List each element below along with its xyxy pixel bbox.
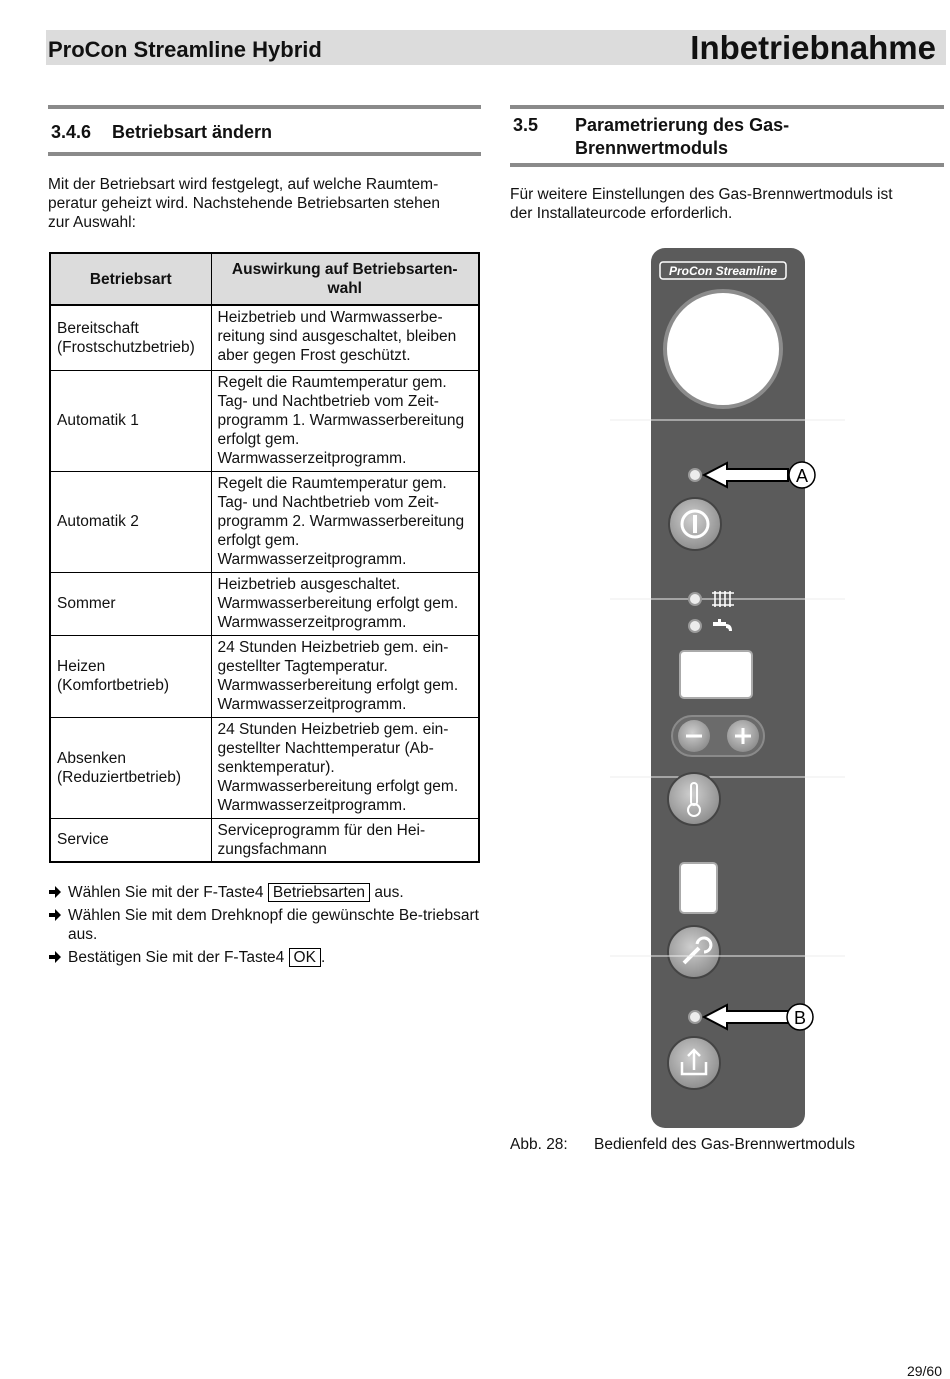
section-title-line2: Brennwertmoduls bbox=[575, 138, 729, 158]
service-button bbox=[668, 926, 720, 978]
section-title-line1: Parametrierung des Gas- bbox=[575, 115, 790, 135]
operating-mode-table bbox=[49, 252, 480, 863]
section-346-heading bbox=[48, 105, 481, 156]
section-346-intro bbox=[48, 175, 483, 232]
mode-cell: Automatik 1 bbox=[50, 370, 211, 471]
mode-cell: Service bbox=[50, 818, 211, 862]
section-35-intro bbox=[510, 185, 946, 223]
mode-cell: Heizen (Komfortbetrieb) bbox=[50, 635, 211, 717]
minus-button bbox=[678, 720, 710, 752]
right-arrow-icon bbox=[48, 906, 62, 925]
effect-cell: 24 Stunden Heizbetrieb gem. ein-gestellter Nachttemperatur (Ab-senktemperatur). Warmwasserbereitung erfolgt gem. Warmwasserzeitprogramm. bbox=[211, 717, 479, 818]
right-arrow-icon bbox=[48, 883, 62, 902]
betriebsarten-key: Betriebsarten bbox=[268, 883, 370, 902]
step-text: Wählen Sie mit der F-Taste4 bbox=[68, 884, 268, 901]
table-row bbox=[50, 818, 479, 862]
intro-line: zur Auswahl: bbox=[48, 214, 136, 231]
control-panel-figure bbox=[600, 244, 845, 1132]
intro-line: peratur geheizt wird. Nachstehende Betriebsarten stehen bbox=[48, 195, 441, 212]
ok-key: OK bbox=[289, 948, 321, 967]
callout-b-label: B bbox=[793, 1008, 807, 1028]
step-item bbox=[48, 906, 483, 944]
intro-line: Für weitere Einstellungen des Gas-Brennwertmoduls ist bbox=[510, 186, 893, 203]
effect-cell: Heizbetrieb und Warmwasserbe-reitung sind ausgeschaltet, bleiben aber gegen Frost geschützt. bbox=[211, 305, 479, 370]
product-title: ProCon Streamline Hybrid bbox=[48, 37, 322, 62]
intro-line: Mit der Betriebsart wird festgelegt, auf welche Raumtem- bbox=[48, 176, 439, 193]
table-row bbox=[50, 305, 479, 370]
led-heating bbox=[689, 593, 701, 605]
step-text: . bbox=[320, 949, 326, 966]
mode-cell: Sommer bbox=[50, 572, 211, 635]
mode-cell: Bereitschaft (Frostschutzbetrieb) bbox=[50, 305, 211, 370]
mode-cell: Automatik 2 bbox=[50, 471, 211, 572]
figure-caption-text: Bedienfeld des Gas-Brennwertmoduls bbox=[594, 1136, 856, 1153]
intro-line: der Installateurcode erforderlich. bbox=[510, 205, 733, 222]
table-header-mode: Betriebsart bbox=[50, 253, 211, 305]
reset-button bbox=[668, 1037, 720, 1089]
instruction-steps bbox=[48, 883, 483, 971]
plus-button bbox=[727, 720, 759, 752]
section-number: 3.5 bbox=[513, 115, 539, 135]
svg-text:ProCon Streamline: ProCon Streamline bbox=[668, 264, 778, 278]
table-row bbox=[50, 572, 479, 635]
callout-a-label: A bbox=[795, 466, 809, 486]
effect-cell: Regelt die Raumtemperatur gem. Tag- und Nachtbetrieb vom Zeit-programm 2. Warmwasserbereitung erfolgt gem. Warmwasserzeitprogramm. bbox=[211, 471, 479, 572]
page-number: 29/60 bbox=[906, 1363, 942, 1379]
table-row bbox=[50, 635, 479, 717]
section-number: 3.4.6 bbox=[51, 122, 92, 142]
led-b bbox=[689, 1011, 701, 1023]
effect-cell: 24 Stunden Heizbetrieb gem. ein-gestellter Tagtemperatur. Warmwasserbereitung erfolgt gem. Warmwasserzeitprogramm. bbox=[211, 635, 479, 717]
mode-cell: Absenken (Reduziertbetrieb) bbox=[50, 717, 211, 818]
section-35-heading bbox=[510, 105, 944, 167]
chapter-title: Inbetriebnahme bbox=[690, 29, 936, 66]
display-screen bbox=[680, 651, 752, 698]
table-header-row bbox=[50, 253, 479, 305]
temperature-button bbox=[668, 773, 720, 825]
step-text: Bestätigen Sie mit der F-Taste4 bbox=[68, 949, 289, 966]
effect-cell: Regelt die Raumtemperatur gem. Tag- und Nachtbetrieb vom Zeit-programm 1. Warmwasserbereitung erfolgt gem. Warmwasserzeitprogramm. bbox=[211, 370, 479, 471]
table-row bbox=[50, 717, 479, 818]
effect-cell: Serviceprogramm für den Hei-zungsfachmann bbox=[211, 818, 479, 862]
figure-label: Abb. 28: bbox=[510, 1136, 568, 1153]
section-title: Betriebsart ändern bbox=[112, 122, 273, 142]
right-arrow-icon bbox=[48, 948, 62, 967]
step-item bbox=[48, 883, 483, 902]
effect-cell: Heizbetrieb ausgeschaltet. Warmwasserbereitung erfolgt gem. Warmwasserzeitprogramm. bbox=[211, 572, 479, 635]
power-button bbox=[669, 498, 721, 550]
indicator-window bbox=[680, 863, 717, 913]
page-header bbox=[46, 30, 946, 65]
table-header-effect: Auswirkung auf Betriebsarten-wahl bbox=[211, 253, 479, 305]
table-row bbox=[50, 370, 479, 471]
led-a bbox=[689, 469, 701, 481]
brand-logo bbox=[660, 262, 786, 279]
led-hotwater bbox=[689, 620, 701, 632]
step-text: aus. bbox=[370, 884, 404, 901]
step-item bbox=[48, 948, 483, 967]
step-text: Wählen Sie mit dem Drehknopf die gewünschte Be-triebsart aus. bbox=[68, 907, 479, 943]
table-row bbox=[50, 471, 479, 572]
rotary-knob bbox=[665, 291, 781, 407]
